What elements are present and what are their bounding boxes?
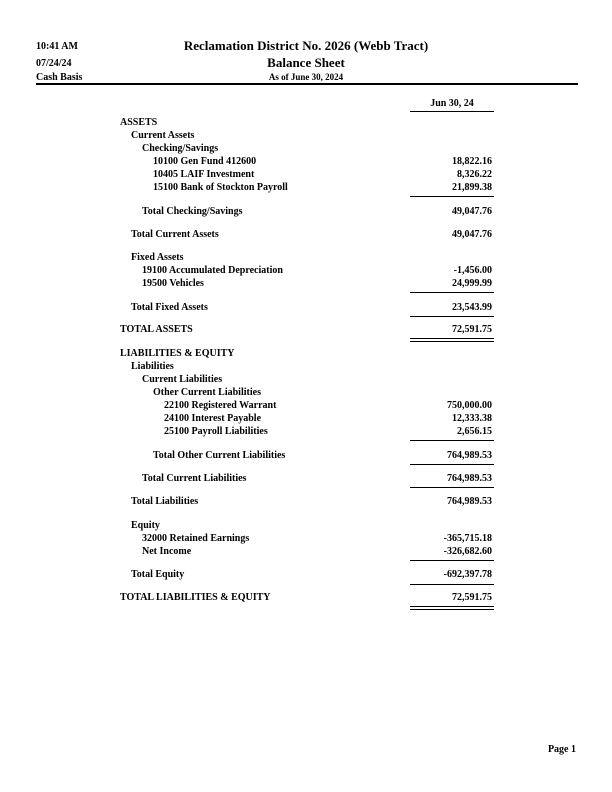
subtotal-rule bbox=[410, 560, 494, 561]
row-label: Equity bbox=[131, 520, 160, 531]
row-label: LIABILITIES & EQUITY bbox=[120, 348, 235, 359]
table-row bbox=[0, 206, 612, 219]
row-amount: 49,047.76 bbox=[452, 206, 492, 217]
table-row bbox=[0, 569, 612, 582]
row-label: Total Other Current Liabilities bbox=[153, 450, 286, 461]
row-label: Total Equity bbox=[131, 569, 185, 580]
row-amount: 72,591.75 bbox=[452, 324, 492, 335]
table-row bbox=[0, 278, 612, 291]
row-amount: 49,047.76 bbox=[452, 229, 492, 240]
row-amount: -365,715.18 bbox=[443, 533, 492, 544]
table-row bbox=[0, 546, 612, 559]
row-label: 10100 Gen Fund 412600 bbox=[153, 156, 257, 167]
table-row bbox=[0, 229, 612, 242]
table-row bbox=[0, 374, 612, 387]
subtotal-rule bbox=[410, 196, 494, 197]
row-label: Other Current Liabilities bbox=[153, 387, 261, 398]
table-row bbox=[0, 520, 612, 533]
row-amount: 21,899.38 bbox=[452, 182, 492, 193]
table-row bbox=[0, 156, 612, 169]
row-amount: 72,591.75 bbox=[452, 592, 492, 603]
row-label: 22100 Registered Warrant bbox=[164, 400, 277, 411]
row-label: ASSETS bbox=[120, 117, 158, 128]
row-label: Total Liabilities bbox=[131, 496, 199, 507]
report-time: 10:41 AM bbox=[36, 41, 78, 52]
row-label: Current Liabilities bbox=[142, 374, 223, 385]
table-row bbox=[0, 361, 612, 374]
table-row bbox=[0, 348, 612, 361]
subtotal-rule bbox=[410, 440, 494, 441]
row-label: Total Current Liabilities bbox=[142, 473, 247, 484]
table-row bbox=[0, 592, 612, 605]
table-row bbox=[0, 533, 612, 546]
row-amount: 8,326.22 bbox=[457, 169, 492, 180]
table-row bbox=[0, 400, 612, 413]
table-row bbox=[0, 426, 612, 439]
row-label: 19500 Vehicles bbox=[142, 278, 204, 289]
total-double-rule bbox=[410, 606, 494, 610]
report-as-of: As of June 30, 2024 bbox=[268, 72, 344, 82]
row-label: 19100 Accumulated Depreciation bbox=[142, 265, 283, 276]
total-double-rule bbox=[410, 338, 494, 342]
row-amount: 764,989.53 bbox=[447, 473, 492, 484]
subtotal-rule bbox=[410, 464, 494, 465]
report-date: 07/24/24 bbox=[36, 58, 72, 69]
report-basis: Cash Basis bbox=[36, 72, 83, 83]
report-title: Balance Sheet bbox=[267, 55, 345, 70]
row-label: 32000 Retained Earnings bbox=[142, 533, 250, 544]
subtotal-rule bbox=[410, 316, 494, 317]
row-label: 15100 Bank of Stockton Payroll bbox=[153, 182, 288, 193]
page-number: Page 1 bbox=[547, 744, 576, 755]
row-amount: 764,989.53 bbox=[447, 496, 492, 507]
table-row bbox=[0, 324, 612, 337]
row-amount: 24,999.99 bbox=[452, 278, 492, 289]
row-label: 24100 Interest Payable bbox=[164, 413, 262, 424]
column-header-rule bbox=[410, 111, 494, 112]
subtotal-rule bbox=[410, 584, 494, 585]
row-label: Total Fixed Assets bbox=[131, 302, 208, 313]
row-label: Total Checking/Savings bbox=[142, 206, 243, 217]
table-row bbox=[0, 169, 612, 182]
row-label: Total Current Assets bbox=[131, 229, 219, 240]
row-label: Current Assets bbox=[131, 130, 195, 141]
table-row bbox=[0, 130, 612, 143]
row-label: TOTAL LIABILITIES & EQUITY bbox=[120, 592, 271, 603]
table-row bbox=[0, 117, 612, 130]
table-row bbox=[0, 143, 612, 156]
row-amount: 2,656.15 bbox=[457, 426, 492, 437]
table-row bbox=[0, 413, 612, 426]
row-amount: 18,822.16 bbox=[452, 156, 492, 167]
row-label: 10405 LAIF Investment bbox=[153, 169, 255, 180]
table-row bbox=[0, 182, 612, 195]
row-amount: 23,543.99 bbox=[452, 302, 492, 313]
table-row bbox=[0, 450, 612, 463]
row-amount: 750,000.00 bbox=[447, 400, 492, 411]
subtotal-rule bbox=[410, 292, 494, 293]
row-amount: -692,397.78 bbox=[443, 569, 492, 580]
table-row bbox=[0, 265, 612, 278]
header-rule bbox=[36, 83, 578, 85]
row-label: Checking/Savings bbox=[142, 143, 219, 154]
table-row bbox=[0, 387, 612, 400]
table-row bbox=[0, 473, 612, 486]
subtotal-rule bbox=[410, 487, 494, 488]
row-amount: 12,333.38 bbox=[452, 413, 492, 424]
table-row bbox=[0, 252, 612, 265]
company-name: Reclamation District No. 2026 (Webb Tract) bbox=[183, 38, 429, 53]
column-header: Jun 30, 24 bbox=[430, 98, 474, 109]
row-amount: 764,989.53 bbox=[447, 450, 492, 461]
row-amount: -326,682.60 bbox=[443, 546, 492, 557]
row-label: Liabilities bbox=[131, 361, 174, 372]
table-row bbox=[0, 302, 612, 315]
row-label: Fixed Assets bbox=[131, 252, 184, 263]
table-row bbox=[0, 496, 612, 509]
row-label: Net Income bbox=[142, 546, 192, 557]
row-amount: -1,456.00 bbox=[453, 265, 492, 276]
row-label: 25100 Payroll Liabilities bbox=[164, 426, 268, 437]
row-label: TOTAL ASSETS bbox=[120, 324, 193, 335]
